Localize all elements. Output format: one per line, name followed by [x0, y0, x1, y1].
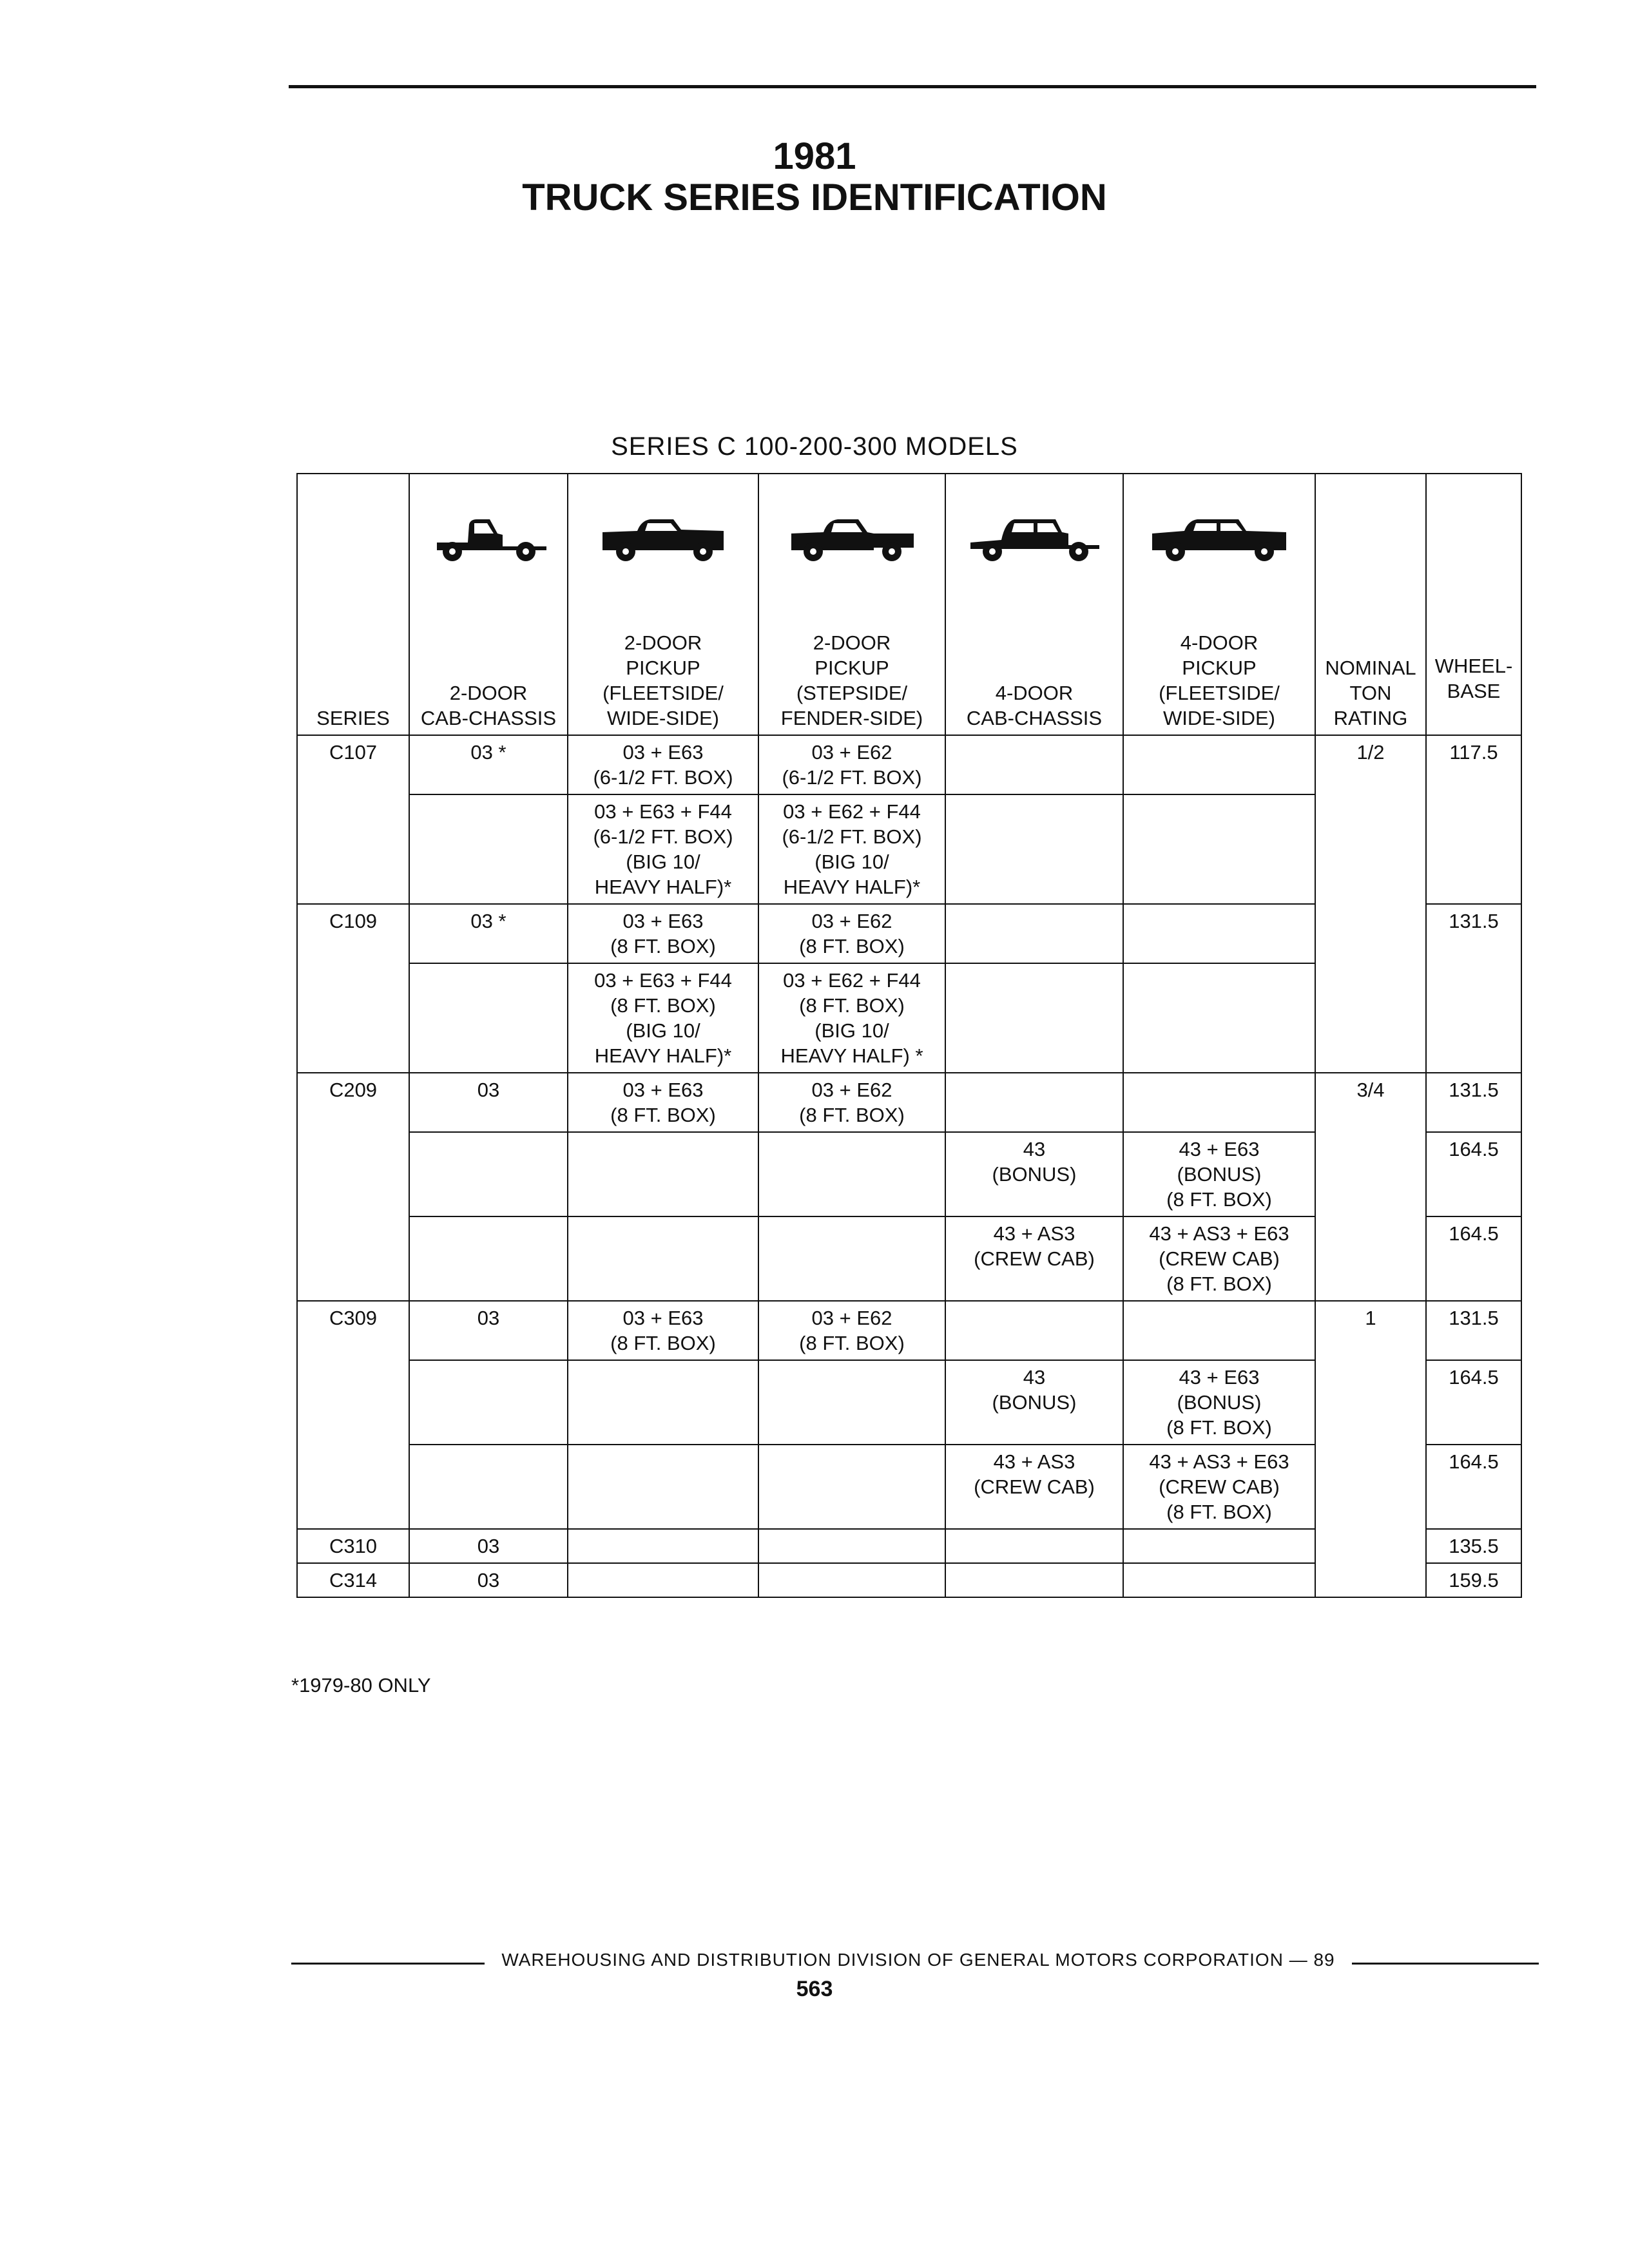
table-cell: 03	[409, 1563, 568, 1597]
table-cell	[409, 963, 568, 1073]
table-cell	[568, 1563, 758, 1597]
top-rule	[289, 85, 1536, 88]
table-cell: 43 (BONUS)	[945, 1132, 1123, 1216]
table-cell: 03 + E63 + F44 (8 FT. BOX) (BIG 10/ HEAVY HALF)*	[568, 963, 758, 1073]
ton-rating-cell: 1/2	[1315, 735, 1426, 1073]
table-cell: 03	[409, 1529, 568, 1563]
table-cell	[945, 1563, 1123, 1597]
wheelbase-cell: 135.5	[1426, 1529, 1521, 1563]
table-cell	[1123, 904, 1315, 963]
table-cell: 03 + E62 (8 FT. BOX)	[758, 1073, 945, 1132]
header-ton-rating: NOMINAL TON RATING	[1315, 474, 1426, 735]
table-row	[297, 1301, 1521, 1360]
icon-cell	[409, 474, 568, 611]
table-cell: 03 + E62 + F44 (6-1/2 FT. BOX) (BIG 10/ HEAVY HALF)*	[758, 794, 945, 904]
table-cell: 43 + E63 (BONUS) (8 FT. BOX)	[1123, 1360, 1315, 1445]
page-number: 563	[796, 1977, 833, 2001]
series-cell: C310	[297, 1529, 409, 1563]
icon-cell	[1123, 474, 1315, 611]
wheelbase-cell: 117.5	[1426, 735, 1521, 904]
table-cell	[568, 1529, 758, 1563]
header-4door-pickup-fleetside: 4-DOOR PICKUP (FLEETSIDE/ WIDE-SIDE)	[1123, 611, 1315, 735]
table-cell	[1123, 1073, 1315, 1132]
series-cell: C309	[297, 1301, 409, 1529]
pickup-stepside-2door-icon	[787, 514, 916, 572]
header-2door-pickup-stepside: 2-DOOR PICKUP (STEPSIDE/ FENDER-SIDE)	[758, 611, 945, 735]
table-cell	[409, 1445, 568, 1529]
table-cell: 03 *	[409, 904, 568, 963]
series-cell: C109	[297, 904, 409, 1073]
pickup-fleetside-4door-icon	[1148, 514, 1290, 572]
footer	[291, 1946, 1539, 1978]
wheelbase-cell: 164.5	[1426, 1360, 1521, 1445]
table-cell	[1123, 735, 1315, 794]
header-series: SERIES	[297, 474, 409, 735]
cab-chassis-2door-icon	[430, 514, 546, 572]
table-cell: 43 (BONUS)	[945, 1360, 1123, 1445]
wheelbase-cell: 131.5	[1426, 1301, 1521, 1360]
table-cell: 43 + AS3 + E63 (CREW CAB) (8 FT. BOX)	[1123, 1216, 1315, 1301]
table-cell	[945, 904, 1123, 963]
table-cell	[1123, 1563, 1315, 1597]
ton-rating-cell: 1	[1315, 1301, 1426, 1597]
table-cell: 03 *	[409, 735, 568, 794]
table-cell	[1123, 794, 1315, 904]
table-cell	[568, 1445, 758, 1529]
table-cell	[758, 1529, 945, 1563]
wheelbase-cell: 164.5	[1426, 1216, 1521, 1301]
table-cell	[409, 1132, 568, 1216]
wheelbase-cell: 159.5	[1426, 1563, 1521, 1597]
wheelbase-cell: 131.5	[1426, 1073, 1521, 1132]
table-cell	[945, 963, 1123, 1073]
table-cell	[568, 1360, 758, 1445]
table-cell	[568, 1132, 758, 1216]
pickup-fleetside-2door-icon	[599, 514, 728, 572]
table-title: SERIES C 100-200-300 MODELS	[611, 432, 1018, 461]
table-cell	[945, 1301, 1123, 1360]
table-cell	[758, 1360, 945, 1445]
icon-cell	[945, 474, 1123, 611]
header-2door-cab-chassis: 2-DOOR CAB-CHASSIS	[409, 611, 568, 735]
table-cell: 43 + AS3 + E63 (CREW CAB) (8 FT. BOX)	[1123, 1445, 1315, 1529]
footer-text: WAREHOUSING AND DISTRIBUTION DIVISION OF GENERAL MOTORS CORPORATION — 89	[501, 1950, 1335, 1970]
table-cell: 03 + E63 (8 FT. BOX)	[568, 904, 758, 963]
table-cell: 03 + E63 (8 FT. BOX)	[568, 1073, 758, 1132]
table-cell	[1123, 1301, 1315, 1360]
table-cell	[758, 1445, 945, 1529]
table-cell: 03 + E62 (8 FT. BOX)	[758, 904, 945, 963]
header-2door-pickup-fleetside: 2-DOOR PICKUP (FLEETSIDE/ WIDE-SIDE)	[568, 611, 758, 735]
header-4door-cab-chassis: 4-DOOR CAB-CHASSIS	[945, 611, 1123, 735]
table-cell: 43 + AS3 (CREW CAB)	[945, 1216, 1123, 1301]
series-cell: C314	[297, 1563, 409, 1597]
table-cell: 03 + E63 (8 FT. BOX)	[568, 1301, 758, 1360]
table-cell: 03 + E63 + F44 (6-1/2 FT. BOX) (BIG 10/ HEAVY HALF)*	[568, 794, 758, 904]
ton-rating-cell: 3/4	[1315, 1073, 1426, 1301]
header-wheelbase: WHEEL- BASE	[1426, 474, 1521, 735]
icon-cell	[568, 474, 758, 611]
table-cell	[409, 794, 568, 904]
table-cell: 03	[409, 1301, 568, 1360]
year-heading: 1981	[773, 135, 856, 177]
table-row	[297, 1073, 1521, 1132]
footer-rule-right	[1352, 1963, 1539, 1965]
table-cell	[945, 794, 1123, 904]
series-table	[296, 473, 1522, 1598]
table-cell	[945, 1529, 1123, 1563]
series-cell: C209	[297, 1073, 409, 1301]
page-title: TRUCK SERIES IDENTIFICATION	[522, 177, 1107, 218]
footnote: *1979-80 ONLY	[291, 1674, 431, 1696]
table-row	[297, 735, 1521, 794]
wheelbase-cell: 164.5	[1426, 1445, 1521, 1529]
wheelbase-cell: 131.5	[1426, 904, 1521, 1073]
table-cell	[758, 1563, 945, 1597]
table-cell: 03	[409, 1073, 568, 1132]
table-cell	[758, 1132, 945, 1216]
icon-row	[297, 474, 1521, 611]
series-cell: C107	[297, 735, 409, 904]
table-cell: 03 + E62 + F44 (8 FT. BOX) (BIG 10/ HEAVY HALF) *	[758, 963, 945, 1073]
table-cell	[945, 735, 1123, 794]
icon-cell	[758, 474, 945, 611]
wheelbase-cell: 164.5	[1426, 1132, 1521, 1216]
table-cell	[409, 1216, 568, 1301]
table-cell: 03 + E63 (6-1/2 FT. BOX)	[568, 735, 758, 794]
table-cell: 03 + E62 (6-1/2 FT. BOX)	[758, 735, 945, 794]
table-cell: 03 + E62 (8 FT. BOX)	[758, 1301, 945, 1360]
table-cell	[409, 1360, 568, 1445]
table-cell	[1123, 1529, 1315, 1563]
table-cell	[758, 1216, 945, 1301]
table-cell	[1123, 963, 1315, 1073]
cab-chassis-4door-icon	[967, 514, 1102, 572]
table-cell: 43 + AS3 (CREW CAB)	[945, 1445, 1123, 1529]
footer-rule-left	[291, 1963, 485, 1965]
table-cell: 43 + E63 (BONUS) (8 FT. BOX)	[1123, 1132, 1315, 1216]
table-cell	[945, 1073, 1123, 1132]
table-cell	[568, 1216, 758, 1301]
